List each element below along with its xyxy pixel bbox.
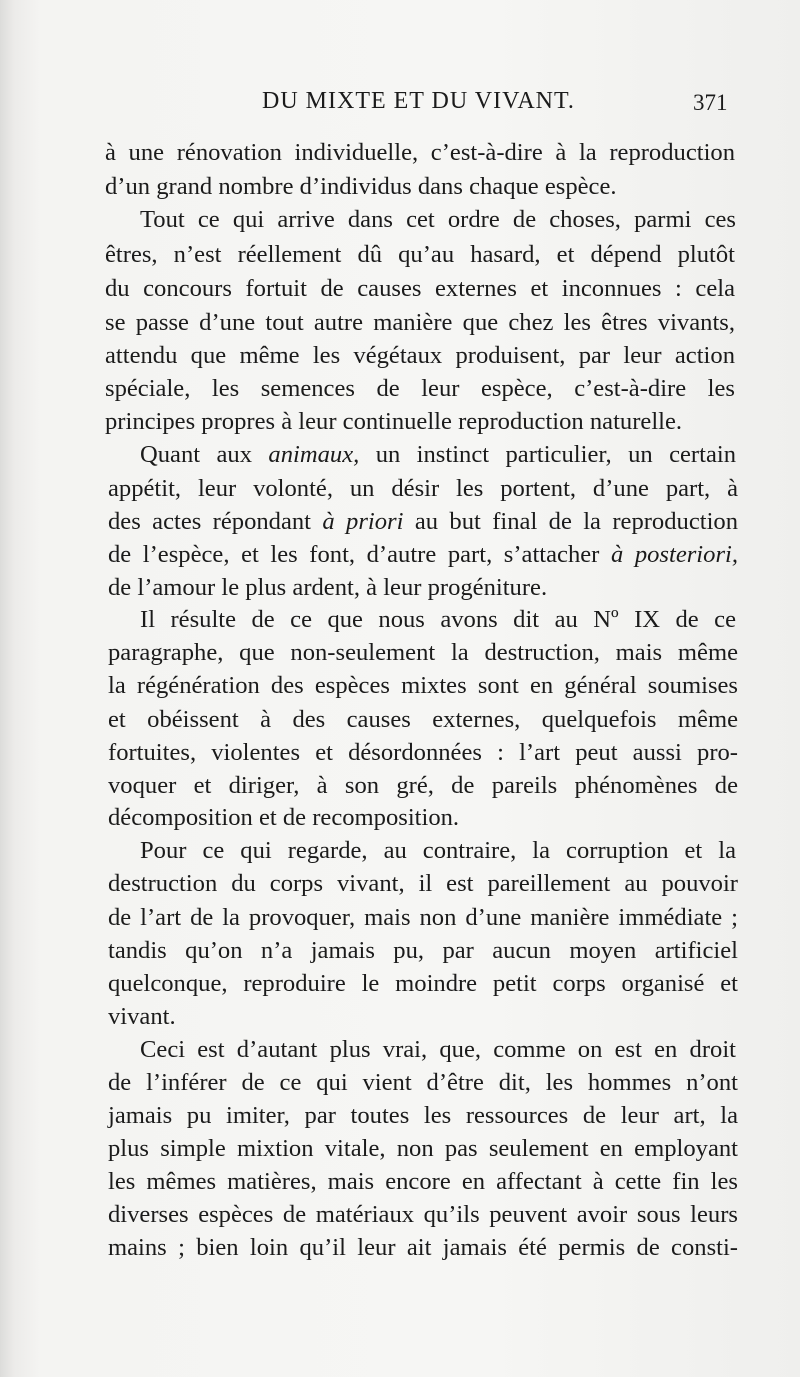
text-line: mains ; bien loin qu’il leur ait jamais été permis de consti- (108, 1234, 738, 1261)
text-line: jamais pu imiter, par toutes les ressources de leur art, la (108, 1102, 738, 1129)
text-line: plus simple mixtion vitale, non pas seulement en employant (108, 1135, 738, 1162)
text-line: fortuites, violentes et désordonnées : l’art peut aussi pro- (108, 739, 738, 766)
text-run: un instinct particulier, un certain (375, 441, 736, 468)
text-line: tandis qu’on n’a jamais pu, par aucun moyen artificiel (108, 937, 738, 964)
text-line: Pour ce qui regarde, au contraire, la corruption et la (140, 837, 736, 864)
text-line: attendu que même les végétaux produisent, par leur action (105, 342, 735, 369)
text-line: êtres, n’est réellement dû qu’au hasard, et dépend plutôt (105, 241, 735, 268)
text-line: vivant. (108, 1003, 176, 1030)
text-line: de l’amour le plus ardent, à leur progéniture. (108, 574, 548, 601)
text-run: au but final de la reproduction (414, 508, 739, 535)
text-line: diverses espèces de matériaux qu’ils peuvent avoir sous leurs (108, 1201, 738, 1228)
text-line: les mêmes matières, mais encore en affectant à cette fin les (108, 1168, 738, 1195)
italic-term: à posteriori, (610, 541, 738, 568)
running-header: DU MIXTE ET DU VIVANT. (262, 88, 575, 114)
text-line: de l’inférer de ce qui vient d’être dit, les hommes n’ont (108, 1069, 738, 1096)
text-line: d’un grand nombre d’individus dans chaque espèce. (105, 173, 617, 200)
text-run: des actes répondant (108, 508, 312, 535)
italic-term: animaux, (268, 441, 360, 468)
text-line (140, 440, 736, 470)
text-line: Il résulte de ce que nous avons dit au Nº IX de ce (140, 606, 736, 633)
text-line: voquer et diriger, à son gré, de pareils phénomènes de (108, 772, 738, 799)
text-line: décomposition et de recomposition. (108, 804, 460, 831)
text-line (108, 507, 738, 537)
text-line: Tout ce qui arrive dans cet ordre de choses, parmi ces (140, 206, 736, 233)
text-run: de l’espèce, et les font, d’autre part, s’attacher (108, 541, 600, 568)
text-run: Quant aux (140, 441, 253, 468)
page-number: 371 (693, 90, 728, 115)
text-line: de l’art de la provoquer, mais non d’une manière immédiate ; (108, 904, 738, 931)
text-line: destruction du corps vivant, il est pareillement au pouvoir (108, 870, 738, 897)
text-line: spéciale, les semences de leur espèce, c’est-à-dire les (105, 375, 735, 402)
text-line: la régénération des espèces mixtes sont en général soumises (108, 672, 738, 699)
text-line: paragraphe, que non-seulement la destruction, mais même (108, 639, 738, 666)
text-line: à une rénovation individuelle, c’est-à-dire à la reproduction (105, 139, 735, 166)
text-line: quelconque, reproduire le moindre petit corps organisé et (108, 970, 738, 997)
text-line (108, 540, 738, 570)
text-line: appétit, leur volonté, un désir les portent, d’une part, à (108, 475, 738, 502)
text-line: et obéissent à des causes externes, quelquefois même (108, 706, 738, 733)
text-line: se passe d’une tout autre manière que chez les êtres vivants, (105, 309, 735, 336)
italic-term: à priori (322, 508, 404, 535)
text-line: principes propres à leur continuelle reproduction naturelle. (105, 408, 683, 435)
text-line: du concours fortuit de causes externes et inconnues : cela (105, 275, 735, 302)
text-line: Ceci est d’autant plus vrai, que, comme on est en droit (140, 1036, 736, 1063)
